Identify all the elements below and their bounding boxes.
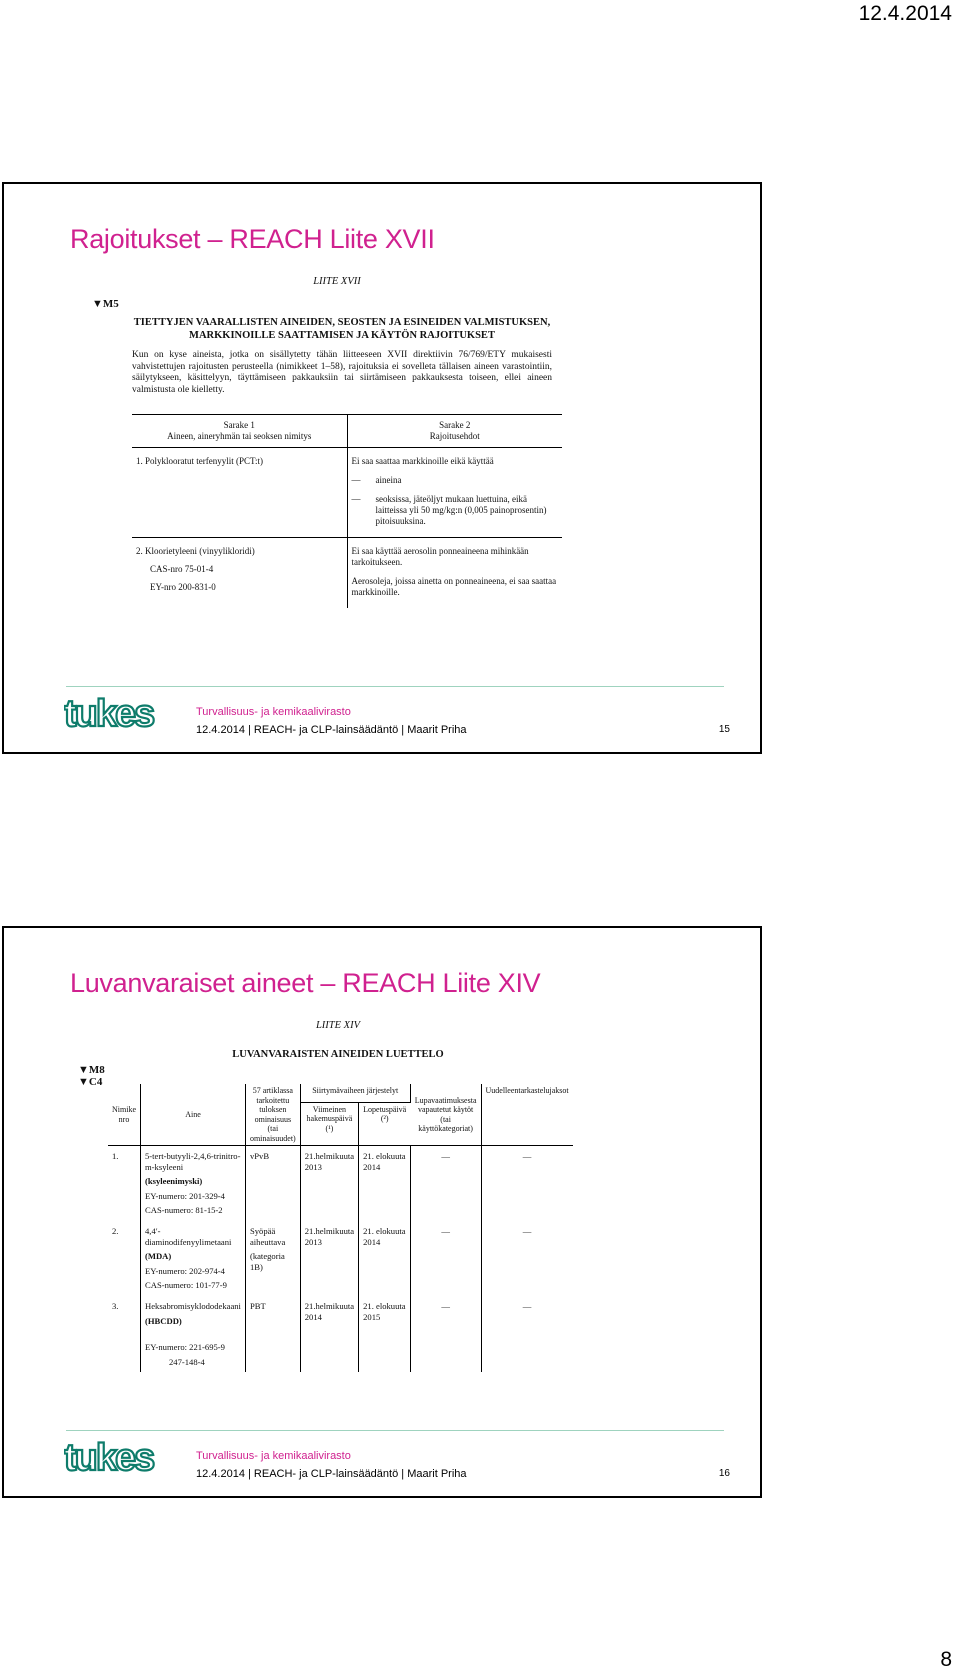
ec-number: EY-numero: 202-974-4 [145, 1265, 225, 1276]
property-cell [245, 1296, 300, 1372]
footer-meta: 12.4.2014 | REACH- ja CLP-lainsäädäntö | Maarit Priha [196, 1468, 467, 1480]
exempted-uses: — [410, 1296, 481, 1372]
condition-text: Ei saa saattaa markkinoille eikä käyttää [351, 456, 494, 466]
substance-name: 5-tert-butyyli-2,4,6-trinitro-m-ksyleeni [145, 1151, 241, 1172]
cas-number: CAS-numero: 101-77-9 [145, 1280, 227, 1291]
cas-number: CAS-nro 75-01-4 [150, 564, 214, 574]
header-exempted-uses: Lupavaatimuksesta vapautetut käytöt (tai käyttökategoriat) [410, 1084, 481, 1146]
property-cell [245, 1221, 300, 1296]
annex-intro: Kun on kyse aineista, jotka on sisällytetty tähän liitteeseen XVII direktiivin 76/769/ETY mukaisesti vahvistettujen rajoitusten perusteella (nimikkeet 1–58), rajoituksia ei sovelleta tällaisen aineen varastointiin, säilytykseen, käsittelyyn, täyttämiseen pakkauksiin tai siirtämiseen pakkauksesta toiseen, ellei aineen valmistusta ole kielletty. [132, 350, 552, 395]
cas-number: CAS-numero: 81-15-2 [145, 1205, 223, 1216]
sunset-date: 21. elokuuta 2014 [359, 1221, 411, 1296]
sunset-date: 21. elokuuta 2015 [359, 1296, 411, 1372]
exempted-uses: — [410, 1221, 481, 1296]
slide-restrictions [2, 182, 762, 754]
table-header [108, 1084, 573, 1102]
substance-name: Heksabromisyklododekaani [145, 1300, 241, 1311]
substance-cell [141, 1146, 246, 1221]
column-2-title: Sarake 2 [439, 420, 471, 430]
svg-text:tukes: tukes [64, 1438, 154, 1476]
substance-cell [141, 1296, 246, 1372]
column-1-header [132, 415, 347, 448]
substance-cell [132, 538, 347, 609]
amendment-marker: ▼M5 [92, 298, 119, 310]
substance-name: 1. Polyklooratut terfenyylit (PCT:t) [136, 456, 264, 466]
property-text: vPvB [249, 1151, 270, 1161]
entry-number: 3. [108, 1296, 141, 1372]
table-row [108, 1296, 573, 1372]
latest-application-date: 21.helmikuuta 2014 [300, 1296, 358, 1372]
table-row [132, 448, 562, 538]
ec-number: EY-numero: 201-329-4 [145, 1190, 225, 1201]
review-period: — [522, 1300, 532, 1311]
footer-event: REACH- ja CLP-lainsäädäntö [253, 724, 399, 736]
header-review-periods: Uudelleentarkastelujaksot [481, 1084, 573, 1146]
exempted-uses: — [410, 1146, 481, 1221]
svg-text:tukes: tukes [64, 694, 154, 732]
condition-item-text: aineina [375, 475, 402, 485]
substance-common-name: (HBCDD) [145, 1315, 182, 1326]
slide-number: 15 [718, 724, 730, 735]
table-row [108, 1221, 573, 1296]
condition-text: Aerosoleja, joissa ainetta on ponneaineena, ei saa saattaa markkinoille. [351, 576, 557, 597]
footer-author: Maarit Priha [407, 1468, 467, 1480]
table-row [132, 538, 562, 609]
table-header [132, 415, 562, 448]
substance-cell [132, 448, 347, 538]
annex-xiv-document [78, 1020, 598, 1400]
property-text: Syöpää aiheuttava [249, 1225, 286, 1247]
header-sunset-date: Lopetuspäivä (²) [359, 1102, 411, 1145]
entry-number: 1. [108, 1146, 141, 1221]
slide-footer [4, 672, 760, 752]
slide-title: Rajoitukset – REACH Liite XVII [70, 224, 435, 254]
substance-cell [141, 1221, 246, 1296]
page-date: 12.4.2014 [858, 2, 952, 25]
substance-common-name: (ksyleenimyski) [145, 1176, 203, 1187]
condition-item: — seoksissa, jäteöljyt mukaan luettuina, eikä laitteissa yli 50 mg/kg:n (0,005 painoprosentin) pitoisuuksina. [352, 494, 559, 527]
footer-date: 12.4.2014 [196, 724, 245, 736]
footer-meta: 12.4.2014 | REACH- ja CLP-lainsäädäntö | Maarit Priha [196, 724, 467, 736]
slide-authorisation [2, 926, 762, 1498]
tukes-logo-icon [64, 694, 160, 732]
annex-heading: TIETTYJEN VAARALLISTEN AINEIDEN, SEOSTEN JA ESINEIDEN VALMISTUKSEN, MARKKINOILLE SAATTAMISEN JA KÄYTÖN RAJOITUKSET [133, 317, 551, 341]
organization-name: Turvallisuus- ja kemikaalivirasto [196, 1450, 351, 1462]
organization-name: Turvallisuus- ja kemikaalivirasto [196, 706, 351, 718]
column-2-subtitle: Rajoitusehdot [429, 431, 480, 441]
page-number: 8 [940, 1648, 952, 1671]
cas-number: 247-148-4 [169, 1356, 205, 1367]
latest-application-date: 21.helmikuuta 2013 [300, 1221, 358, 1296]
header-intrinsic-property: 57 artiklassa tarkoitettu tuloksen ominaisuus (tai ominaisuudet) [245, 1084, 300, 1146]
annex-label: LIITE XVII [313, 276, 361, 287]
property-text: PBT [249, 1300, 266, 1311]
substance-common-name: (MDA) [145, 1251, 172, 1262]
review-period: — [522, 1151, 532, 1161]
header-substance: Aine [141, 1084, 246, 1146]
table-row [108, 1146, 573, 1221]
amendment-marker: ▼M8 ▼C4 [78, 1064, 105, 1088]
footer-divider [66, 1430, 724, 1431]
header-latest-application: Viimeinen hakemuspäivä (¹) [300, 1102, 358, 1145]
condition-item: — aineina [351, 475, 402, 485]
header-entry-number: Nimike nro [108, 1084, 141, 1146]
annex-heading: LUVANVARAISTEN AINEIDEN LUETTELO [232, 1049, 444, 1060]
slide-number: 16 [718, 1468, 730, 1479]
property-cell [245, 1146, 300, 1221]
footer-divider [66, 686, 724, 687]
ec-number: EY-numero: 221-695-9 [145, 1342, 225, 1353]
ec-number: EY-nro 200-831-0 [150, 582, 216, 592]
condition-item-text: seoksissa, jäteöljyt mukaan luettuina, eikä laitteissa yli 50 mg/kg:n (0,005 painoprosentin) pitoisuuksina. [375, 494, 547, 526]
condition-cell [347, 448, 562, 538]
column-1-subtitle: Aineen, aineryhmän tai seoksen nimitys [167, 431, 312, 441]
substance-name: 2. Kloorietyleeni (vinyylikloridi) [136, 546, 255, 556]
footer-event: REACH- ja CLP-lainsäädäntö [253, 1468, 399, 1480]
entry-number: 2. [108, 1221, 141, 1296]
header-transitional: Siirtymävaiheen järjestelyt [300, 1084, 410, 1102]
footer-date: 12.4.2014 [196, 1468, 245, 1480]
condition-cell [347, 538, 562, 609]
sunset-date: 21. elokuuta 2014 [359, 1146, 411, 1221]
slide-footer [4, 1416, 760, 1496]
property-category: (kategoria 1B) [249, 1251, 285, 1272]
latest-application-date: 21.helmikuuta 2013 [300, 1146, 358, 1221]
substance-name: 4,4′-diaminodifenyylimetaani [145, 1225, 232, 1247]
column-2-header [347, 415, 562, 448]
column-1-title: Sarake 1 [223, 420, 255, 430]
tukes-logo-icon [64, 1438, 160, 1476]
annex-label: LIITE XIV [315, 1020, 361, 1031]
condition-text: Ei saa käyttää aerosolin ponneaineena mihinkään tarkoitukseen. [351, 546, 529, 567]
slide-title: Luvanvaraiset aineet – REACH Liite XIV [70, 968, 541, 998]
restrictions-table [132, 414, 562, 608]
review-period: — [522, 1225, 532, 1236]
footer-author: Maarit Priha [407, 724, 467, 736]
authorisation-list-table [108, 1084, 573, 1372]
annex-xvii-document [92, 276, 582, 646]
